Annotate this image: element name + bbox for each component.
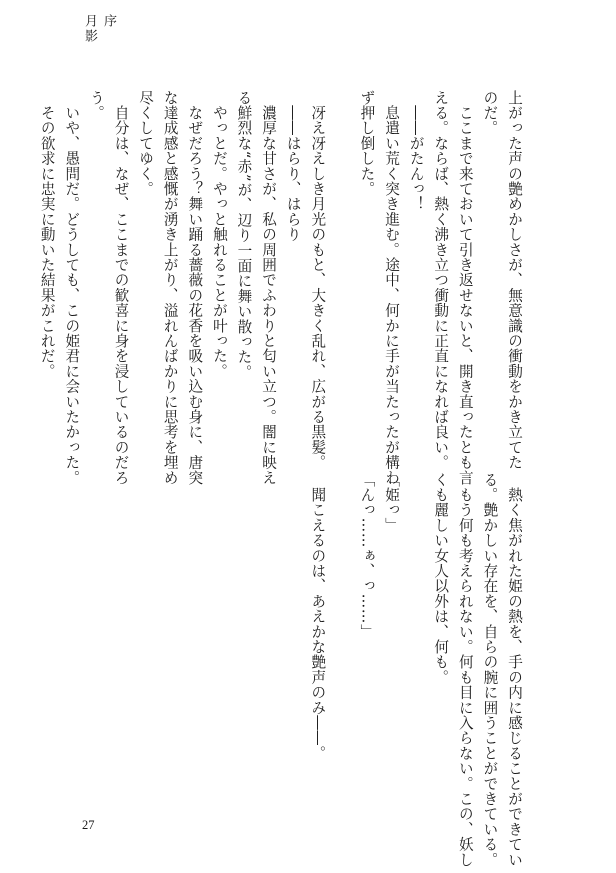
text-line: やっとだ。やっと触れることが叶った。: [210, 90, 228, 379]
text-line: くも麗しい女人以外は、何も。: [432, 472, 450, 685]
text-line: ここまで来ておいて引き返せないと、開き直ったとも言: [456, 90, 474, 486]
text-line: 濃厚な甘さが、私の周囲でふわりと匂い立つ。闇に映え: [260, 90, 278, 486]
text-line: ず押し倒した。: [358, 90, 376, 197]
text-line: 熱く焦がれた姫の熱を、手の内に感じることができてい: [506, 472, 523, 868]
text-line: ――がたんっ！: [407, 90, 425, 212]
text-line: [329, 472, 354, 802]
text-line: える。ならば、熱く沸き立つ衝動に正直になれば良い。: [432, 90, 450, 470]
text-line: 「んっ……ぁ、っ……」: [358, 472, 376, 640]
text-line: 冴え冴えしき月光のもと、大きく乱れ、広がる黒髪。: [309, 90, 327, 470]
text-line: その欲求に忠実に動いた結果がこれだ。: [38, 90, 56, 379]
text-line: 自分は、なぜ、ここまでの歓喜に身を浸しているのだろ: [112, 90, 130, 486]
text-line: る。艶かしい存在を、自らの腕に囲うことができている。: [481, 472, 499, 868]
text-block-top: [34, 90, 526, 486]
page-number: 27: [82, 818, 95, 832]
text-line: る鮮烈な“赤”が、辺り一面に舞い散った。: [235, 90, 253, 380]
text-line: いや、愚問だ。どうしても、この姫君に会いたかった。: [63, 90, 81, 486]
text-line: 聞こえるのは、あえかな艶声のみ――。: [309, 472, 327, 761]
chapter-label: 序: [101, 14, 116, 29]
text-line: 尽くしてゆく。: [137, 90, 155, 197]
text-line: ――はらり、はらり: [284, 90, 302, 242]
text-line: [403, 472, 428, 802]
text-line: 息遣い荒く突き進む。途中、何かに手が当たったが構わ: [383, 90, 401, 486]
text-block-bottom: [305, 472, 526, 868]
text-line: 「姫っ」: [383, 472, 401, 533]
running-head: [80, 14, 118, 44]
text-line: な達成感と感慨が湧き上がり、溢れんばかりに思考を埋め: [161, 90, 179, 486]
text-line: のだ。: [481, 90, 499, 136]
text-line: 上がった声の艶めかしさが、無意識の衝動をかき立てた: [506, 90, 523, 470]
text-line: なぜだろう？舞い踊る薔薇の花香を吸い込む身に、唐突: [186, 90, 204, 486]
text-line: う。: [87, 90, 105, 121]
chapter-title: 月影: [82, 14, 97, 44]
text-line: もう何も考えられない。何も目に入らない。この、妖し: [456, 472, 474, 868]
text-line: [329, 90, 354, 475]
